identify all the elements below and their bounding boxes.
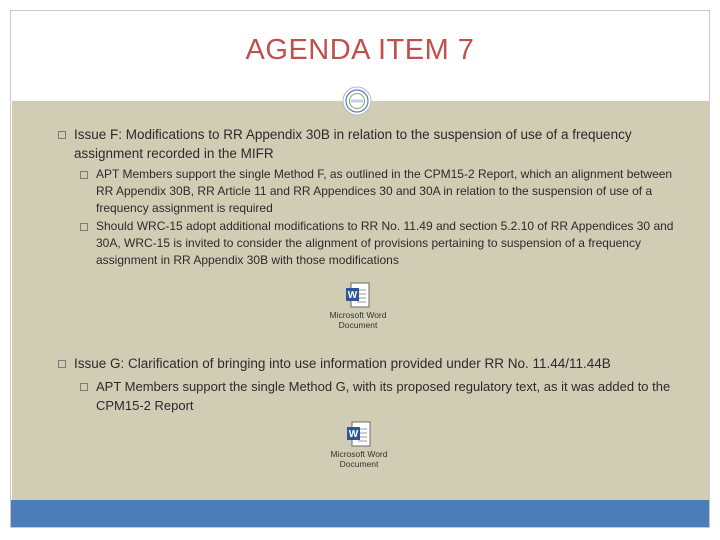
bullet-icon bbox=[80, 383, 88, 391]
bullet-icon bbox=[58, 360, 66, 368]
word-document-icon bbox=[346, 421, 372, 447]
attachment-label: Microsoft Word Document bbox=[329, 310, 387, 330]
bullet-icon bbox=[80, 223, 88, 231]
word-document-attachment-g[interactable] bbox=[324, 421, 394, 469]
organization-logo-icon bbox=[342, 86, 372, 116]
footer-bar bbox=[11, 500, 709, 527]
word-document-icon bbox=[345, 282, 371, 308]
bullet-icon bbox=[80, 171, 88, 179]
bullet-icon bbox=[58, 131, 66, 139]
word-document-attachment-f[interactable] bbox=[323, 282, 393, 330]
attachment-label: Microsoft Word Document bbox=[330, 449, 388, 469]
svg-text:W: W bbox=[348, 429, 359, 440]
issue-g-heading: Issue G: Clarification of bringing into use information provided under RR No. 11.44/11.44B bbox=[74, 356, 611, 371]
issue-f-point-1: APT Members support the single Method F, as outlined in the CPM15-2 Report, which an alignment between RR Appendix 30B, RR Article 11 and RR Appendices 30 and 30A in relation to the suspension of use of a frequency assignment is required bbox=[96, 167, 673, 215]
svg-text:W: W bbox=[347, 290, 358, 301]
slide-title: AGENDA ITEM 7 bbox=[245, 34, 475, 66]
issue-f-point-2: Should WRC-15 adopt additional modifications to RR No. 11.49 and section 5.2.10 of RR Appendices 30 and 30A, WRC-15 is invited to consider the alignment of provisions pertaining to suspension of a frequency assignment in RR Appendix 30B with those modifications bbox=[96, 219, 674, 267]
issue-f-heading: Issue F: Modifications to RR Appendix 30B in relation to the suspension of use of a frequency assignment recorded in the MIFR bbox=[74, 127, 632, 161]
issue-g-point-1: APT Members support the single Method G, with its proposed regulatory text, as it was added to the CPM15-2 Report bbox=[96, 379, 671, 413]
